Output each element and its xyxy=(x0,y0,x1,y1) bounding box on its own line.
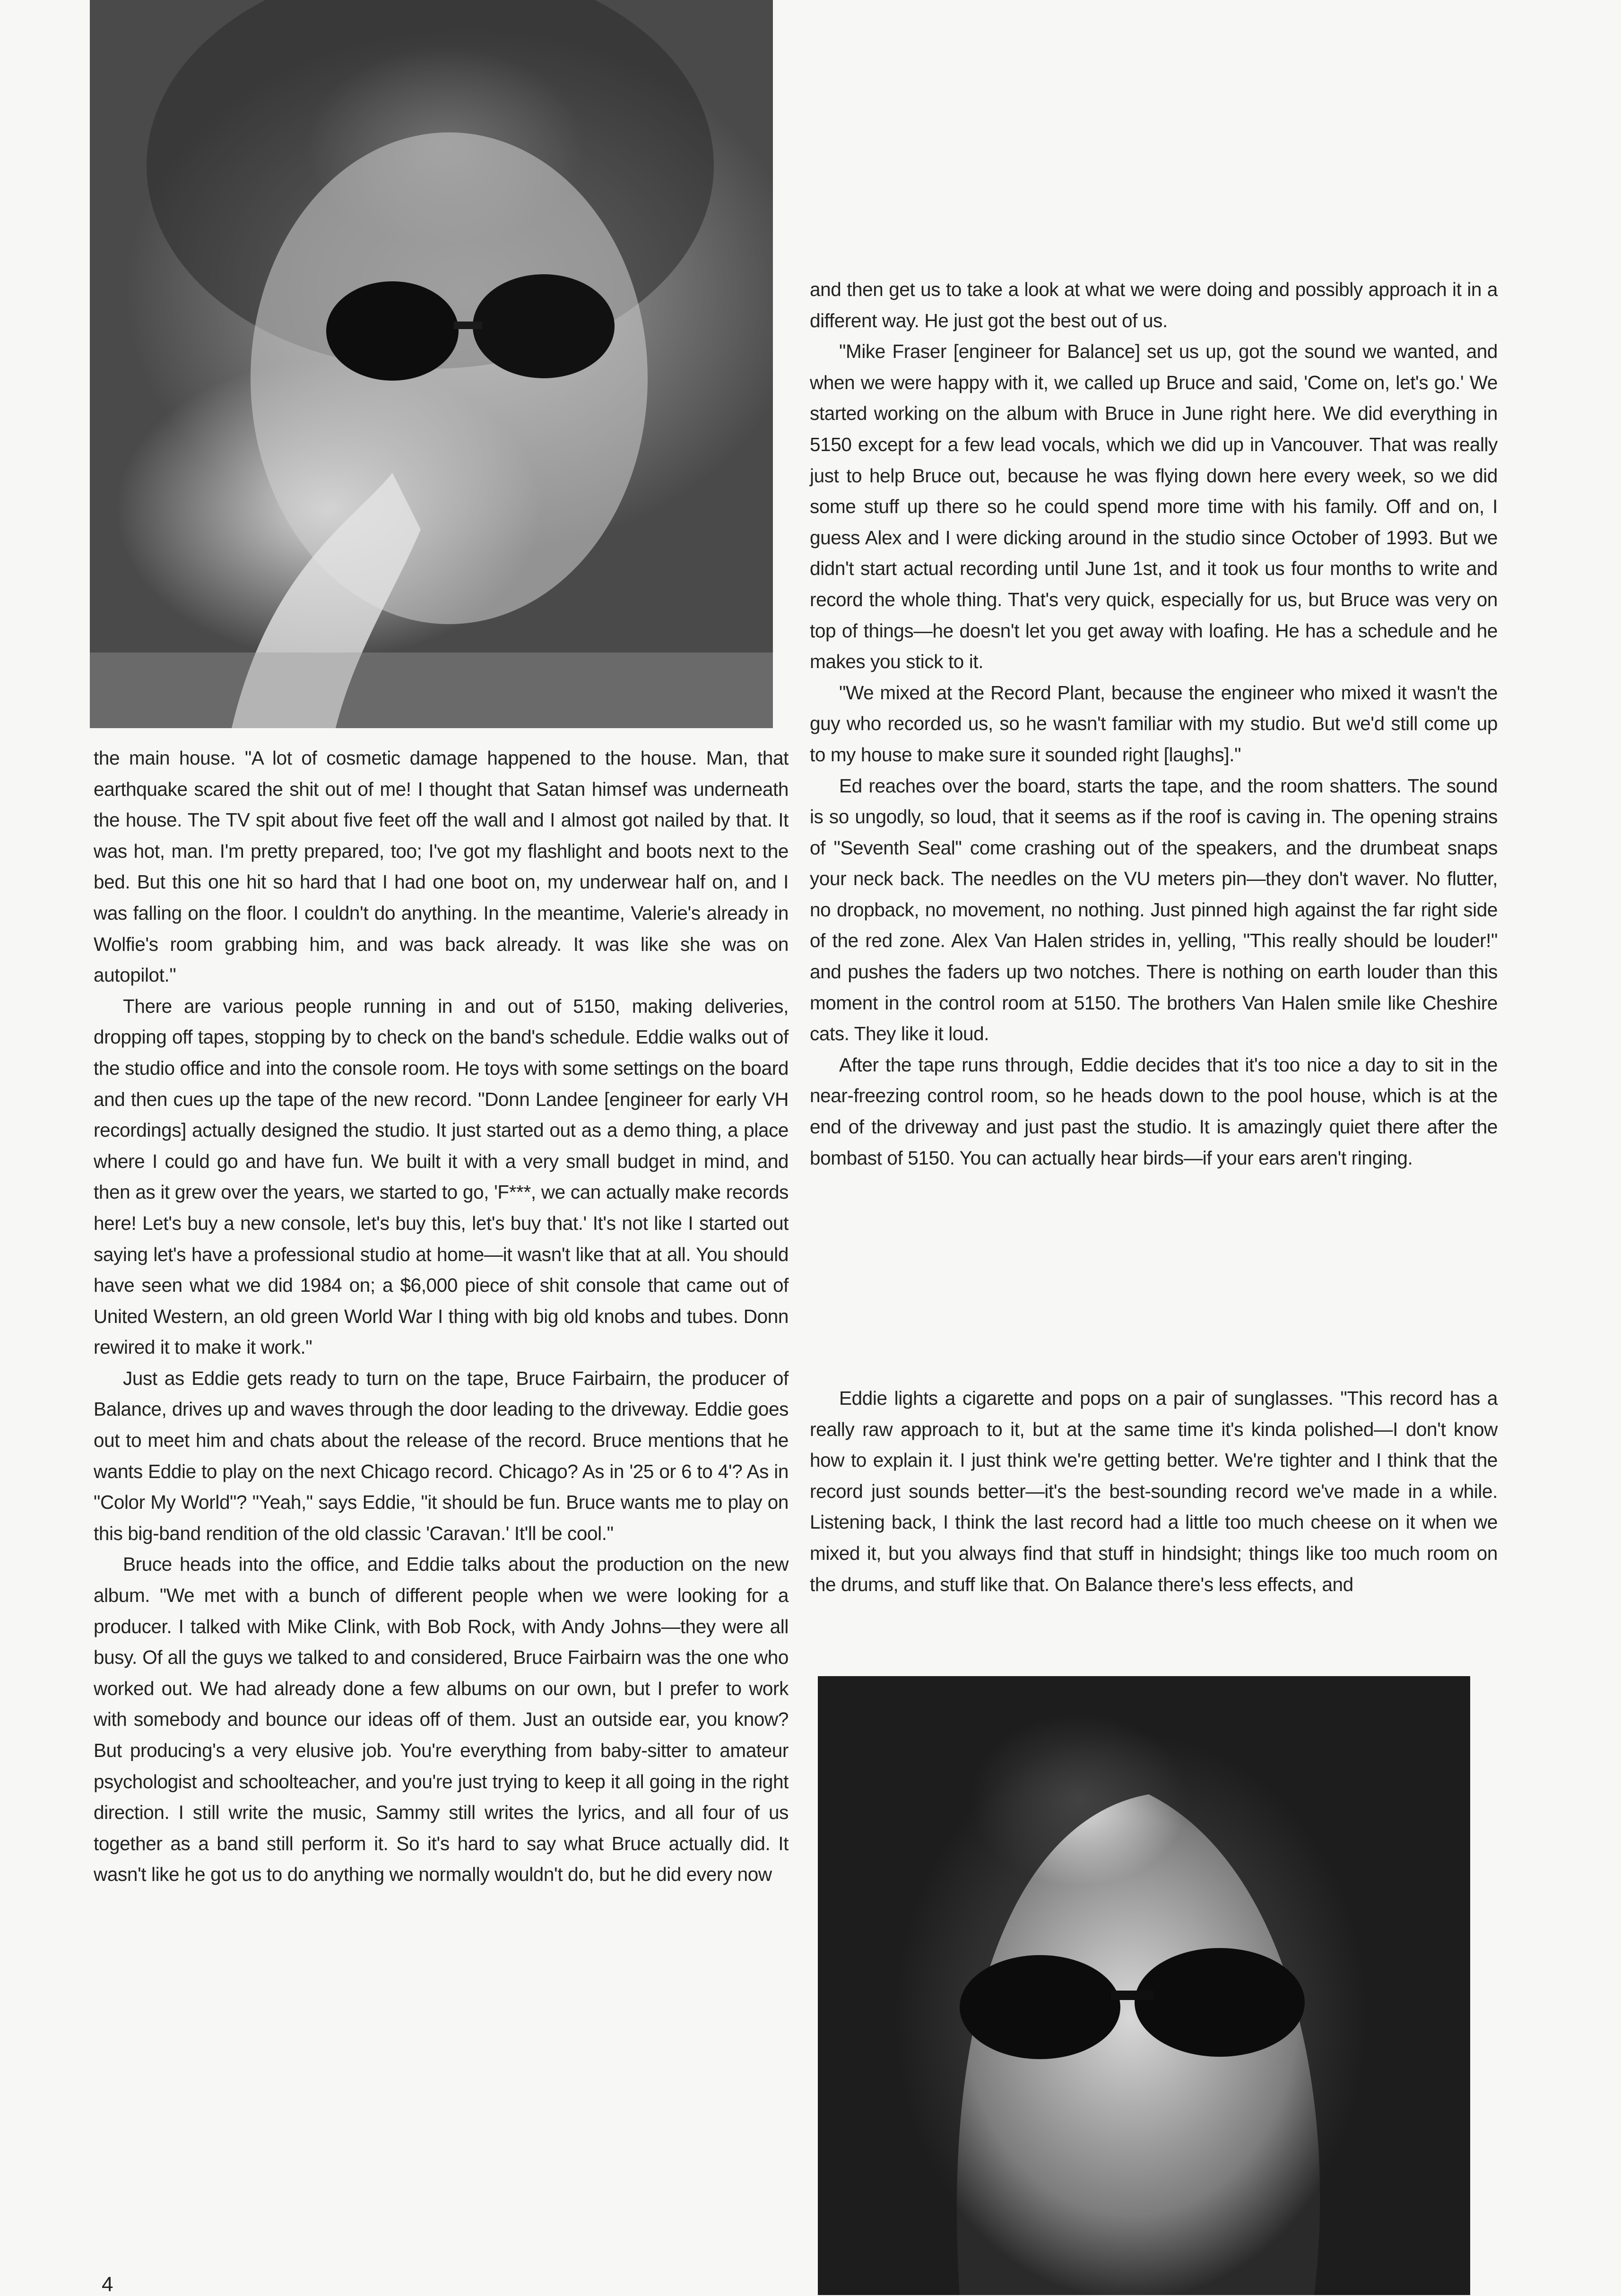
paragraph: Bruce heads into the office, and Eddie talks about the production on the new album. "We met with a bunch of different people when we were looking for a producer. I talked with Mike Clink, with Bob Rock, with Andy Johns—they were all busy. Of all the guys we talked to and considered, Bruce Fairbairn was the one who worked out. We had already done a few albums on our own, but I prefer to work with somebody and bounce our ideas off of them. Just an outside ear, you know? But producing's a very elusive job. You're everything from baby-sitter to amateur psychologist and schoolteacher, and you're just trying to keep it all going in the right direction. I still write the music, Sammy still writes the lyrics, and all four of us together as a band still perform it. So it's hard to say what Bruce actually did. It wasn't like he got us to do anything we normally wouldn't do, but he did every now xyxy=(94,1553,789,1886)
article-column-right-top xyxy=(810,274,1498,1174)
article-column-right-bottom xyxy=(810,1383,1498,1600)
paragraph: Just as Eddie gets ready to turn on the tape, Bruce Fairbairn, the producer of Balance, drives up and waves through the door leading to the driveway. Eddie goes out to meet him and chats about the release of the record. Bruce mentions that he wants Eddie to play on the next Chicago record. Chicago? As in '25 or 6 to 4'? As in "Color My World"? "Yeah," says Eddie, "it should be fun. Bruce wants me to play on this big-band rendition of the old classic 'Caravan.' It'll be cool." xyxy=(94,1367,789,1544)
paragraph: "Mike Fraser [engineer for Balance] set us up, got the sound we wanted, and when we were happy with it, we called up Bruce and said, 'Come on, let's go.' We started working on the album with Bruce in June right here. We did everything in 5150 except for a few lead vocals, which we did up in Vancouver. That was really just to help Bruce out, because he was flying down here every week, so we did some stuff up there so he could spend more time with his family. Off and on, I guess Alex and I were dicking around in the studio since October of 1993. But we didn't start actual recording until June 1st, and it took us four months to write and record the whole thing. That's very quick, especially for us, but Bruce was very on top of things—he doesn't let you get away with loafing. He has a schedule and he makes you stick to it. xyxy=(810,340,1498,673)
paragraph: "We mixed at the Record Plant, because the engineer who mixed it wasn't the guy who recorded us, so he wasn't familiar with my studio. But we'd still come up to my house to make sure it sounded right [laughs]." xyxy=(810,681,1498,765)
paragraph: the main house. "A lot of cosmetic damage happened to the house. Man, that earthquake scared the shit out of me! I thought that Satan himsef was underneath the house. The TV spit about five feet off the wall and I almost got nailed by that. It was hot, man. I'm pretty prepared, too; I've got my flashlight and boots next to the bed. But this one hit so hard that I had one boot on, my underwear half on, and I was falling on the floor. I couldn't do anything. In the meantime, Valerie's already in Wolfie's room grabbing him, and was back already. It was like she was on autopilot." xyxy=(94,747,789,986)
paragraph: After the tape runs through, Eddie decides that it's too nice a day to sit in the near-freezing control room, so he heads down to the pool house, which is at the end of the driveway and just past the studio. It is amazingly quiet there after the bombast of 5150. You can actually hear birds—if your ears aren't ringing. xyxy=(810,1053,1498,1169)
paragraph: There are various people running in and out of 5150, making deliveries, dropping off tapes, stopping by to check on the band's schedule. Eddie walks out of the studio office and into the console room. He toys with some settings on the board and then cues up the tape of the new record. "Donn Landee [engineer for early VH recordings] actually designed the studio. It just started out as a demo thing, a place where I could go and have fun. We built it with a very small budget in mind, and then as it grew over the years, we started to go, 'F***, we can actually make records here! Let's buy a new console, let's buy this, let's buy that.' It's not like I started out saying let's have a professional studio at home—it wasn't like that at all. You should have seen what we did 1984 on; a $6,000 piece of shit console that came out of United Western, an old green World War I thing with big old knobs and tubes. Donn rewired it to make it work." xyxy=(94,995,789,1358)
article-column-left xyxy=(94,743,789,1890)
paragraph: and then get us to take a look at what we were doing and possibly approach it in a different way. He just got the best out of us. xyxy=(810,278,1498,331)
photo-portrait-shapes-bottom xyxy=(818,1676,1470,2295)
photo-portrait-top xyxy=(90,0,773,728)
photo-portrait-bottom xyxy=(818,1676,1470,2295)
paragraph: Eddie lights a cigarette and pops on a pair of sunglasses. "This record has a really raw approach to it, but at the same time it's kinda polished—I don't know how to explain it. I just think we're getting better. We're tighter and I think that the record just sounds better—it's the best-sounding record we've made in a while. Listening back, I think the last record had a little too much cheese on it when we mixed it, but you always find that stuff in hindsight; things like too much room on the drums, and stuff like that. On Balance there's less effects, and xyxy=(810,1387,1498,1595)
paragraph: Ed reaches over the board, starts the tape, and the room shatters. The sound is so ungodly, so loud, that it seems as if the roof is caving in. The opening strains of "Seventh Seal" come crashing out of the speakers, and the drumbeat snaps your neck back. The needles on the VU meters pin—they don't waver. No flutter, no dropback, no movement, no nothing. Just pinned high against the far right side of the red zone. Alex Van Halen strides in, yelling, "This really should be louder!" and pushes the faders up two notches. There is nothing on earth louder than this moment in the control room at 5150. The brothers Van Halen smile like Cheshire cats. They like it loud. xyxy=(810,774,1498,1045)
photo-portrait-shapes xyxy=(90,0,773,728)
page-number: 4 xyxy=(102,2273,113,2296)
